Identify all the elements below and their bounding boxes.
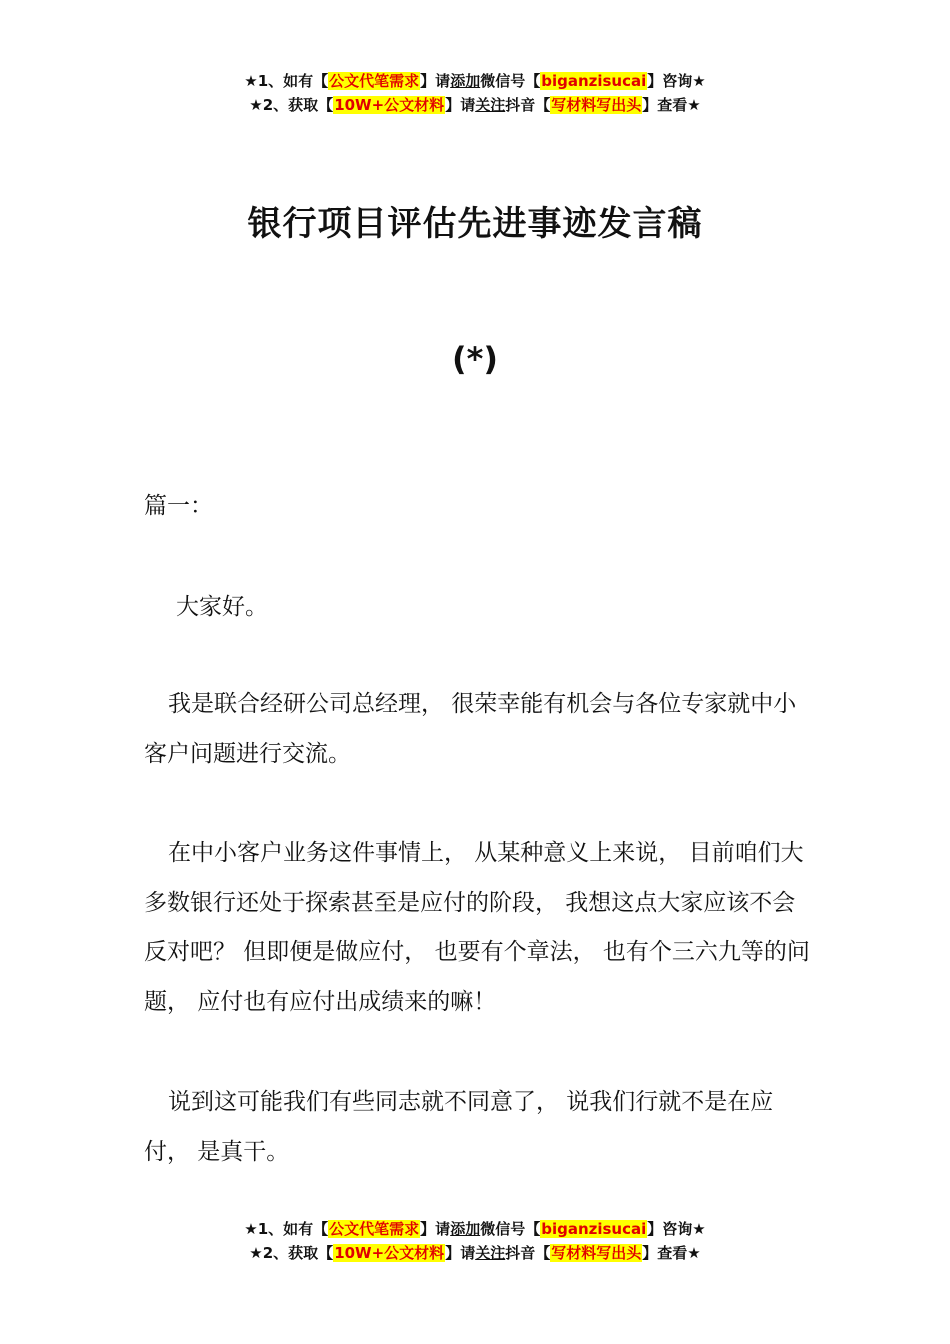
banner-line-1: ★1、如有【公文代笔需求】请添加微信号【biganzisucai】咨询★ [244, 1220, 706, 1238]
banner-douyin-id: 写材料写出头 [551, 96, 642, 114]
banner-line-2: ★2、获取【10W+公文材料】请关注抖音【写材料写出头】查看★ [249, 96, 701, 114]
banner-douyin-id: 写材料写出头 [551, 1244, 642, 1262]
paragraph: 在中小客户业务这件事情上， 从某种意义上来说， 目前咱们大多数银行还处于探索甚至是应付的阶段， 我想这点大家应该不会反对吧？ 但即便是做应付， 也要有个章法， 也有个三六九等的问题， 应付也有应付出成绩来的嘛！ [144, 840, 810, 1015]
banner-highlight: 10W+公文材料 [334, 96, 445, 114]
banner-highlight: 公文代笔需求 [329, 1220, 420, 1238]
page-title: 银行项目评估先进事迹发言稿 [247, 204, 703, 244]
section-label: 篇一： [144, 493, 213, 519]
header-banner [0, 69, 950, 117]
banner-line-1: ★1、如有【公文代笔需求】请添加微信号【biganzisucai】咨询★ [244, 72, 706, 90]
paragraph: 大家好。 [176, 594, 268, 620]
banner-line-2: ★2、获取【10W+公文材料】请关注抖音【写材料写出头】查看★ [249, 1244, 701, 1262]
page-subtitle: (*) [452, 340, 498, 378]
paragraph: 说到这可能我们有些同志就不同意了， 说我们行就不是在应付， 是真干。 [144, 1089, 774, 1165]
footer-banner [0, 1217, 950, 1265]
banner-highlight: 公文代笔需求 [329, 72, 420, 90]
banner-highlight: 10W+公文材料 [334, 1244, 445, 1262]
banner-wechat-id: biganzisucai [541, 1220, 647, 1238]
paragraph: 我是联合经研公司总经理， 很荣幸能有机会与各位专家就中小客户问题进行交流。 [144, 691, 797, 767]
banner-wechat-id: biganzisucai [541, 72, 647, 90]
